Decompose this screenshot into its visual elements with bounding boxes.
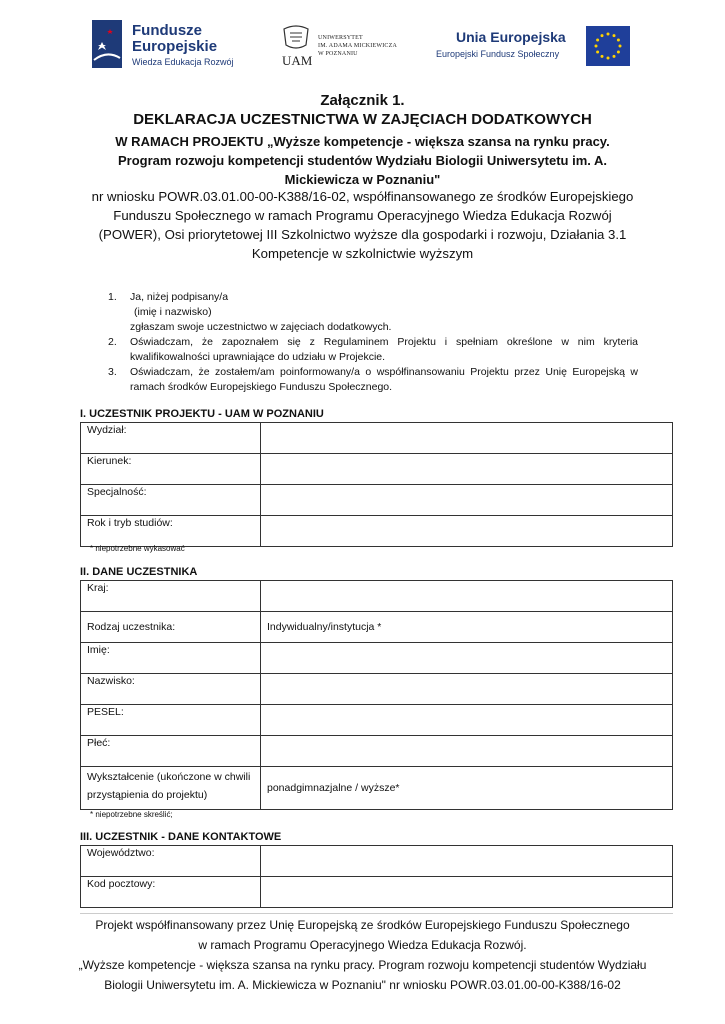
uam-logo-line2: IM. ADAMA MICKIEWICZA <box>318 43 398 49</box>
annex-title: Załącznik 1. <box>320 92 405 109</box>
field-label: Specjalność: <box>81 485 261 516</box>
footer-line2: w ramach Programu Operacyjnego Wiedza Edukacja Rozwój. <box>198 938 527 952</box>
specialty-field[interactable] <box>261 485 673 516</box>
table-row <box>81 485 673 516</box>
field-label: Wydział: <box>81 423 261 454</box>
section2-title: II. DANE UCZESTNIKA <box>80 566 198 578</box>
statement-line: Ja, niżej podpisany/a <box>130 291 229 303</box>
field-label: Nazwisko: <box>81 674 261 705</box>
uam-logo-line3: W POZNANIU <box>318 51 358 57</box>
statement-number: 3. <box>108 366 117 378</box>
field-label: Kraj: <box>81 581 261 612</box>
application-description: nr wniosku POWR.03.01.00-00-K388/16-02, współfinansowanego ze środków Europejskiego Funduszu Społecznego w ramach Programu Operacyjnego Wiedza Edukacja Rozwój (POWER), Osi priorytetowej III Szkolnictwo wyższe dla gospodarki i rozwoju, Działania 3.1 Kompetencje w szkolnictwie wyższym <box>91 189 634 261</box>
table-row <box>81 736 673 767</box>
country-field[interactable] <box>261 581 673 612</box>
uam-mark-text: UAM <box>282 53 313 68</box>
footer-divider <box>80 913 673 914</box>
first-name-field[interactable] <box>261 643 673 674</box>
table-row <box>81 705 673 736</box>
statement-text: Oświadczam, że zostałem/am poinformowany/a o współfinansowaniu Projektu przez Unię Europejską w ramach środków Europejskiego Funduszu Społecznego. <box>130 366 638 393</box>
section1-note: * niepotrzebne wykasować <box>90 544 185 553</box>
section2-table <box>80 580 673 810</box>
statement-line: zgłaszam swoje uczestnictwo w zajęciach dodatkowych. <box>130 321 392 333</box>
section2-note: * niepotrzebne skreślić; <box>90 810 173 819</box>
fe-logo-line2: Europejskie <box>132 38 218 55</box>
faculty-field[interactable] <box>261 423 673 454</box>
fundusze-europejskie-logo <box>92 20 242 70</box>
field-label: Kierunek: <box>81 454 261 485</box>
field-label: Kod pocztowy: <box>81 877 261 908</box>
field-label: Płeć: <box>81 736 261 767</box>
table-row <box>81 767 673 810</box>
footer-line1: Projekt współfinansowany przez Unię Europejską ze środków Europejskiego Funduszu Społecznego <box>95 918 630 932</box>
statement-line: (imię i nazwisko) <box>134 306 212 318</box>
participant-type-field[interactable]: Indywidualny/instytucja * <box>261 612 673 643</box>
gender-field[interactable] <box>261 736 673 767</box>
field-label: Imię: <box>81 643 261 674</box>
statement-1 <box>108 290 638 335</box>
uam-logo-line1: UNIWERSYTET <box>318 35 363 41</box>
fe-logo-line3: Wiedza Edukacja Rozwój <box>132 57 234 67</box>
education-field[interactable]: ponadgimnazjalne / wyższe* <box>261 767 673 810</box>
year-mode-field[interactable] <box>261 516 673 547</box>
fe-star-mark-icon <box>92 20 122 68</box>
section3-table <box>80 845 673 908</box>
field-label: Województwo: <box>81 846 261 877</box>
course-field[interactable] <box>261 454 673 485</box>
statement-number: 1. <box>108 291 117 303</box>
declaration-title: DEKLARACJA UCZESTNICTWA W ZAJĘCIACH DODATKOWYCH <box>133 111 592 128</box>
table-row <box>81 423 673 454</box>
table-row <box>81 516 673 547</box>
eu-flag-icon <box>586 26 630 66</box>
statement-2 <box>108 335 638 365</box>
pesel-field[interactable] <box>261 705 673 736</box>
table-row <box>81 846 673 877</box>
table-row <box>81 612 673 643</box>
fe-logo-line1: Fundusze <box>132 22 202 39</box>
statement-3 <box>108 365 638 395</box>
last-name-field[interactable] <box>261 674 673 705</box>
postal-code-field[interactable] <box>261 877 673 908</box>
table-row <box>81 643 673 674</box>
field-label: Rodzaj uczestnika: <box>81 612 261 643</box>
section1-title: I. UCZESTNIK PROJEKTU - UAM W POZNANIU <box>80 408 324 420</box>
voivodeship-field[interactable] <box>261 846 673 877</box>
footer <box>60 915 665 995</box>
eu-logo-line1: Unia Europejska <box>456 29 566 45</box>
table-row <box>81 674 673 705</box>
unia-europejska-logo <box>436 24 636 68</box>
statements-list <box>108 290 638 395</box>
statement-number: 2. <box>108 336 117 348</box>
field-label: Wykształcenie (ukończone w chwili przystąpienia do projektu) <box>81 767 261 810</box>
table-row <box>81 581 673 612</box>
section3-title: III. UCZESTNIK - DANE KONTAKTOWE <box>80 831 282 843</box>
project-title: W RAMACH PROJEKTU „Wyższe kompetencje - większa szansa na rynku pracy. Program rozwoju kompetencji studentów Wydziału Biologii Uniwersytetu im. A. Mickiewicza w Poznaniu" <box>115 134 610 187</box>
table-row <box>81 454 673 485</box>
field-label: Rok i tryb studiów: <box>81 516 261 547</box>
uam-logo <box>280 25 400 70</box>
field-label: PESEL: <box>81 705 261 736</box>
footer-line3: „Wyższe kompetencje - większa szansa na rynku pracy. Program rozwoju kompetencji studentów Wydziału Biologii Uniwersytetu im. A. Mickiewicza w Poznaniu" nr wniosku POWR.03.01.00-00-K388/16-02 <box>78 958 647 992</box>
statement-text: Oświadczam, że zapoznałem się z Regulaminem Projektu i spełniam określone w nim kryteria kwalifikowalności uprawniające do udziału w Projekcie. <box>130 336 638 363</box>
table-row <box>81 877 673 908</box>
eu-logo-line2: Europejski Fundusz Społeczny <box>436 49 560 59</box>
section1-table <box>80 422 673 547</box>
